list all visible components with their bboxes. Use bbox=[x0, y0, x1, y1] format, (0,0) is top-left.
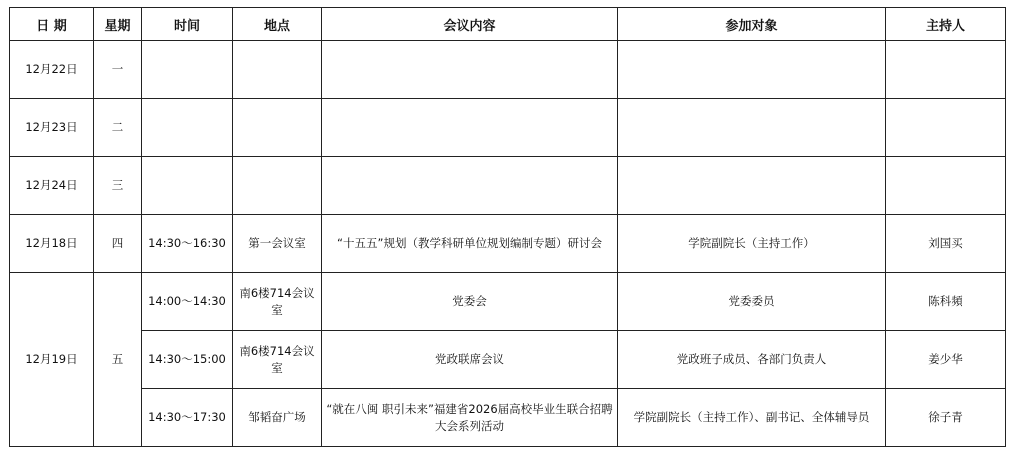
place-cell: 邹韬奋广场 bbox=[233, 389, 322, 447]
header-weekday: 星期 bbox=[94, 8, 142, 41]
table-row bbox=[10, 331, 1006, 389]
date-cell: 12月22日 bbox=[10, 41, 94, 99]
time-cell: 14:30～15:00 bbox=[142, 331, 233, 389]
table-row bbox=[10, 99, 1006, 157]
header-attendees: 参加对象 bbox=[618, 8, 886, 41]
header-row bbox=[10, 8, 1006, 41]
content-cell: 党委会 bbox=[322, 273, 618, 331]
time-cell bbox=[142, 157, 233, 215]
date-cell: 12月23日 bbox=[10, 99, 94, 157]
time-cell: 14:30～16:30 bbox=[142, 215, 233, 273]
place-cell bbox=[233, 157, 322, 215]
weekday-cell: 一 bbox=[94, 41, 142, 99]
content-cell: 党政联席会议 bbox=[322, 331, 618, 389]
weekday-cell: 三 bbox=[94, 157, 142, 215]
host-cell bbox=[886, 99, 1006, 157]
attendees-cell: 学院副院长（主持工作）、副书记、全体辅导员 bbox=[618, 389, 886, 447]
time-cell: 14:30～17:30 bbox=[142, 389, 233, 447]
content-cell bbox=[322, 41, 618, 99]
weekday-cell: 五 bbox=[94, 273, 142, 447]
attendees-cell bbox=[618, 157, 886, 215]
weekday-cell: 四 bbox=[94, 215, 142, 273]
content-cell bbox=[322, 99, 618, 157]
time-cell bbox=[142, 99, 233, 157]
content-cell: “十五五”规划（教学科研单位规划编制专题）研讨会 bbox=[322, 215, 618, 273]
header-host: 主持人 bbox=[886, 8, 1006, 41]
table-row bbox=[10, 273, 1006, 331]
table-row bbox=[10, 215, 1006, 273]
table-row bbox=[10, 157, 1006, 215]
attendees-cell bbox=[618, 99, 886, 157]
date-cell: 12月24日 bbox=[10, 157, 94, 215]
table-row bbox=[10, 41, 1006, 99]
weekday-cell: 二 bbox=[94, 99, 142, 157]
header-content: 会议内容 bbox=[322, 8, 618, 41]
time-cell bbox=[142, 41, 233, 99]
header-time: 时间 bbox=[142, 8, 233, 41]
attendees-cell: 党政班子成员、各部门负责人 bbox=[618, 331, 886, 389]
place-cell bbox=[233, 99, 322, 157]
attendees-cell: 学院副院长（主持工作） bbox=[618, 215, 886, 273]
header-place: 地点 bbox=[233, 8, 322, 41]
host-cell: 徐子青 bbox=[886, 389, 1006, 447]
place-cell: 第一会议室 bbox=[233, 215, 322, 273]
date-cell: 12月19日 bbox=[10, 273, 94, 447]
attendees-cell bbox=[618, 41, 886, 99]
meeting-schedule-table bbox=[9, 7, 1006, 447]
host-cell: 陈科頻 bbox=[886, 273, 1006, 331]
date-cell: 12月18日 bbox=[10, 215, 94, 273]
host-cell bbox=[886, 41, 1006, 99]
header-date: 日 期 bbox=[10, 8, 94, 41]
host-cell: 姜少华 bbox=[886, 331, 1006, 389]
host-cell: 刘国买 bbox=[886, 215, 1006, 273]
place-cell: 南6楼714会议室 bbox=[233, 273, 322, 331]
place-cell: 南6楼714会议室 bbox=[233, 331, 322, 389]
content-cell: “就在八闽 职引未来”福建省2026届高校毕业生联合招聘大会系列活动 bbox=[322, 389, 618, 447]
time-cell: 14:00～14:30 bbox=[142, 273, 233, 331]
attendees-cell: 党委委员 bbox=[618, 273, 886, 331]
host-cell bbox=[886, 157, 1006, 215]
place-cell bbox=[233, 41, 322, 99]
content-cell bbox=[322, 157, 618, 215]
table-row bbox=[10, 389, 1006, 447]
